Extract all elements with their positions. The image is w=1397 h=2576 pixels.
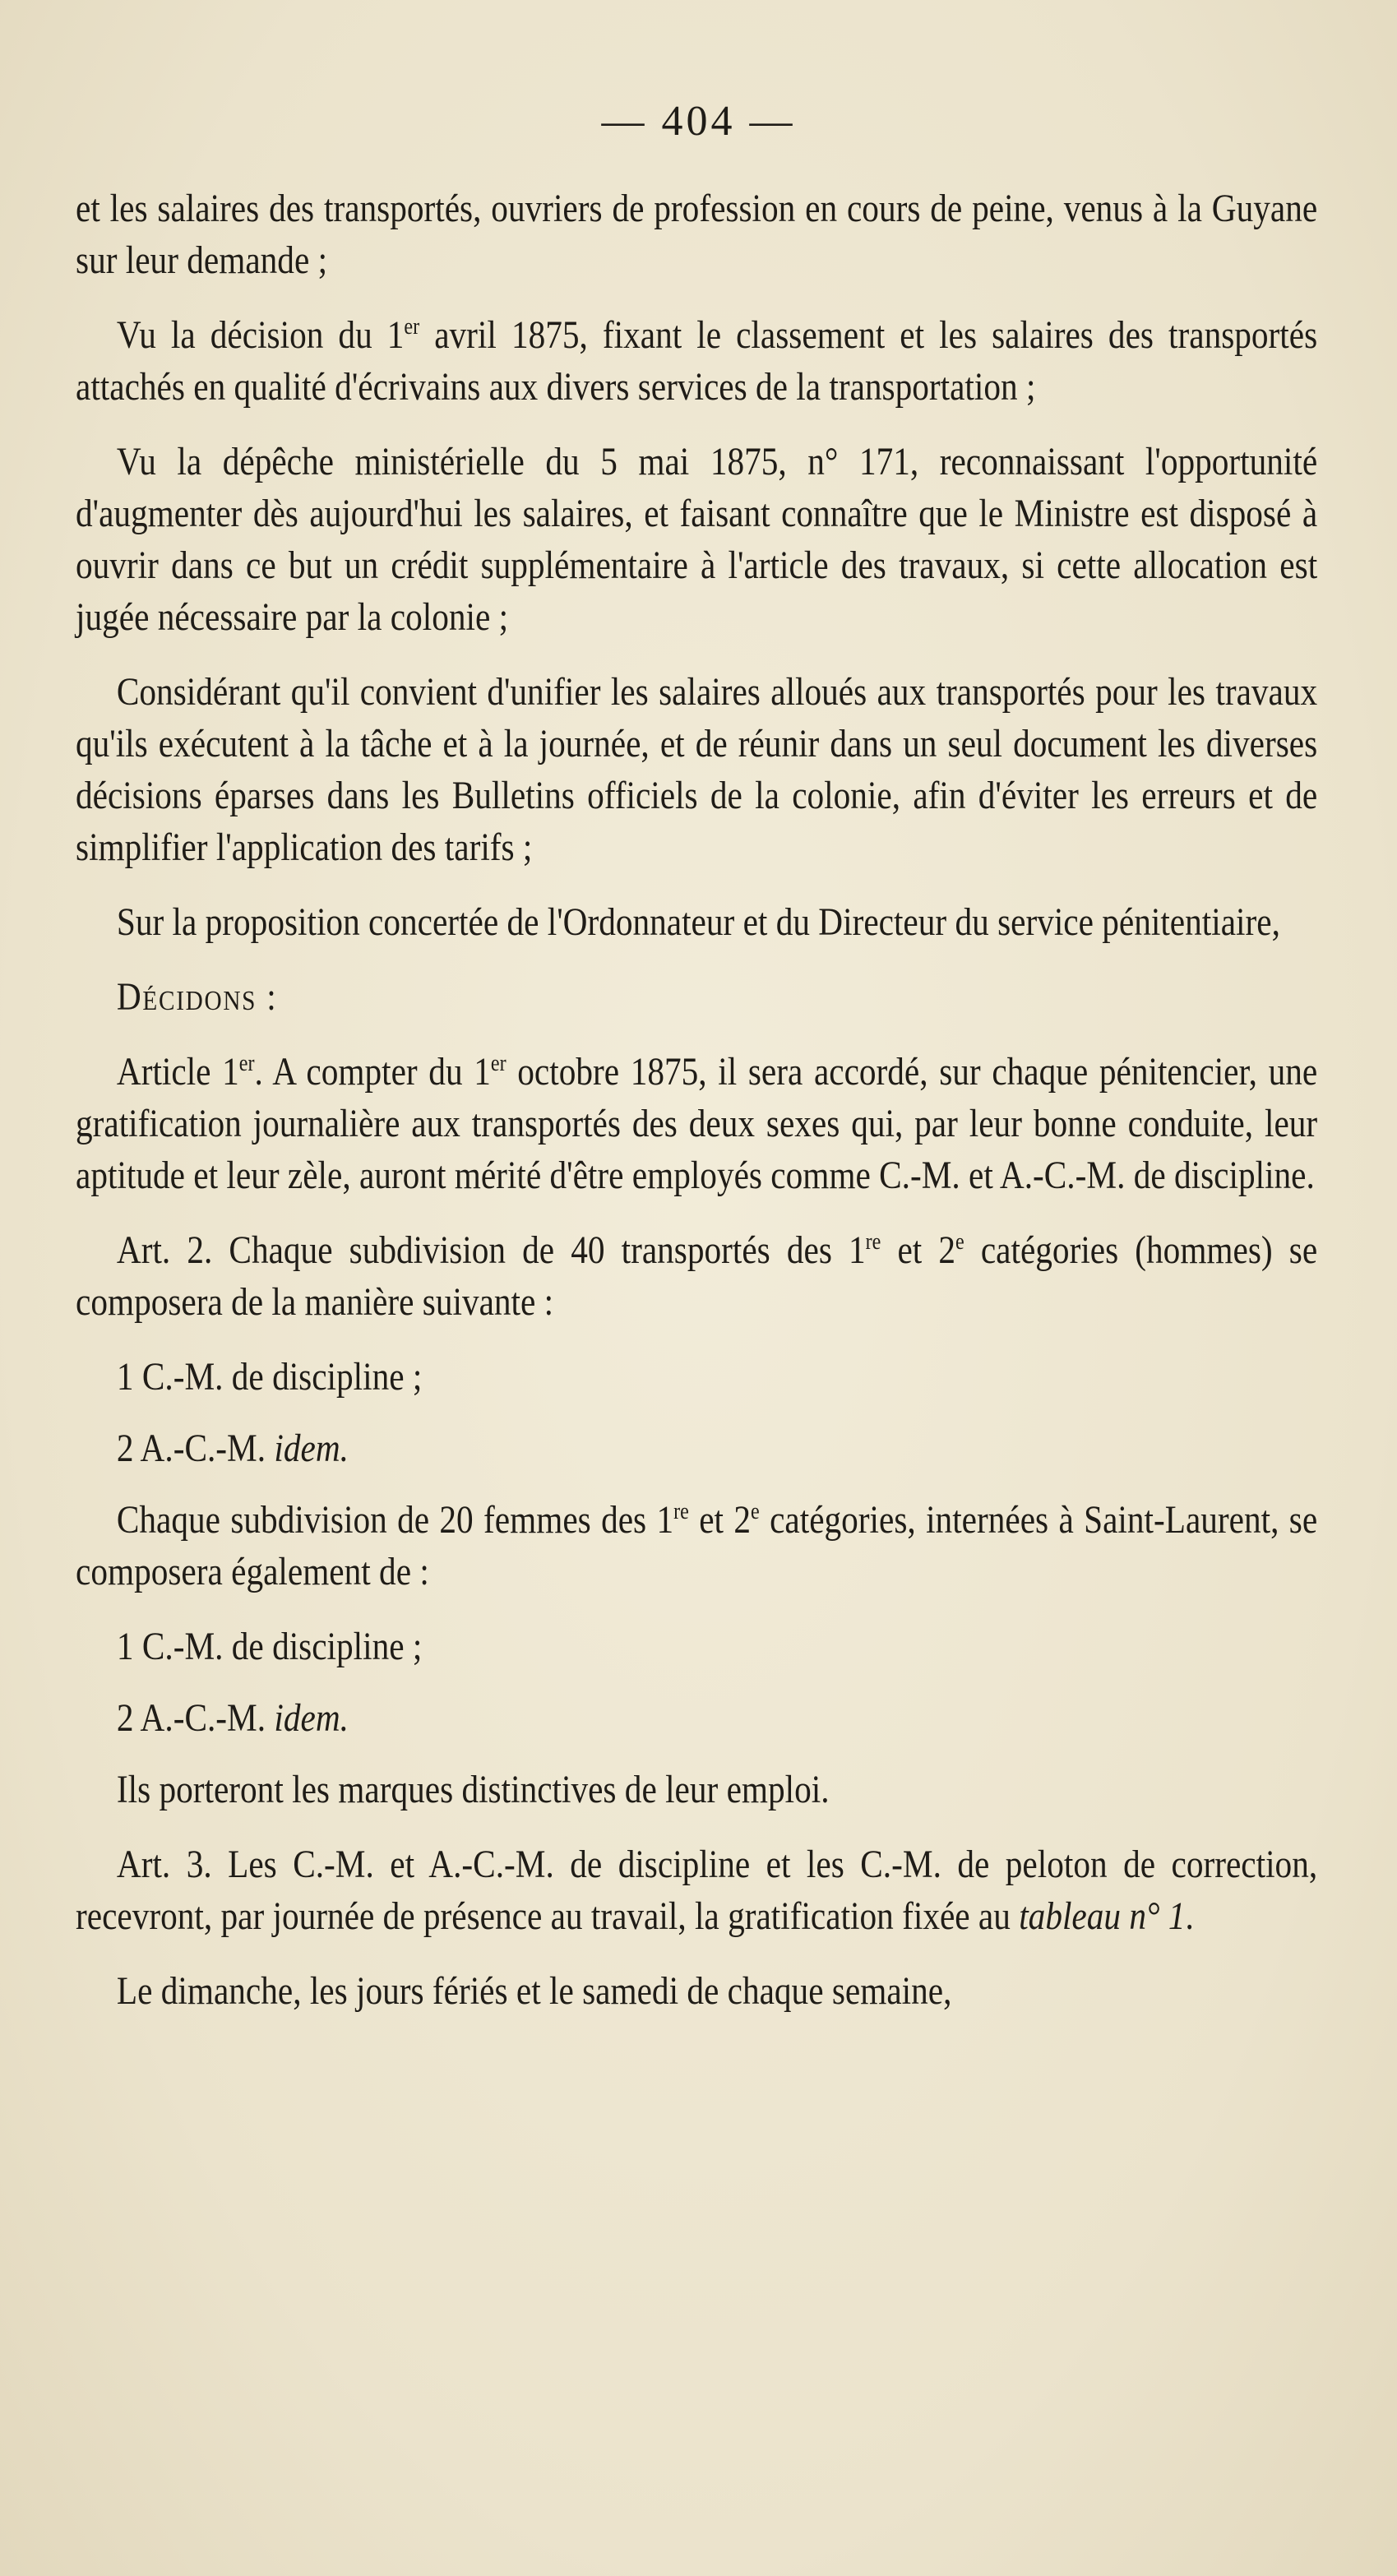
text-span: et 2	[688, 1498, 752, 1542]
italic-text: tableau n° 1	[1019, 1894, 1186, 1938]
list-item	[76, 1351, 1317, 1403]
superscript: e	[955, 1229, 964, 1255]
text-span: .	[1185, 1894, 1194, 1938]
paragraph-article-2	[76, 1224, 1317, 1328]
paragraph-proposal	[76, 896, 1317, 948]
paragraph-women-subdivision	[76, 1494, 1317, 1598]
text-span: et les salaires des transportés, ouvriers de profession en cours de peine, venus à la Guyane sur leur demande ;	[76, 187, 1318, 282]
paragraph-considering	[76, 666, 1317, 873]
text-span: Article 1	[116, 1050, 239, 1094]
italic-text: idem.	[274, 1696, 349, 1740]
paragraph-decidons	[76, 971, 1317, 1023]
superscript: er	[404, 314, 420, 340]
text-span: avril 1875, fixant le classement et les salaires des transportés attachés en qualité d'écrivains aux divers services de la transportation ;	[76, 313, 1318, 409]
superscript: re	[673, 1499, 689, 1524]
text-span: . A compter du 1	[254, 1050, 491, 1094]
list-item	[76, 1422, 1317, 1474]
paragraph-distinctive-marks	[76, 1764, 1317, 1815]
text-span: catégories, internées à Saint-Laurent, se composera également de :	[76, 1498, 1318, 1593]
superscript: e	[751, 1499, 760, 1524]
body-text	[76, 183, 1317, 2040]
text-span: Art. 2. Chaque subdivision de 40 transportés des 1	[116, 1228, 866, 1272]
paragraph-sunday	[76, 1965, 1317, 2017]
text-span: catégories (hommes) se composera de la manière suivante :	[76, 1228, 1318, 1324]
text-span: 1 C.-M. de discipline ;	[116, 1355, 423, 1399]
text-span: 2 A.-C.-M.	[116, 1427, 275, 1470]
paragraph-continuation	[76, 183, 1317, 286]
text-span: Ils porteront les marques distinctives de leur emploi.	[116, 1768, 830, 1811]
text-span: octobre 1875, il sera accordé, sur chaque pénitencier, une gratification journalière aux transportés des deux sexes qui, par leur bonne conduite, leur aptitude et leur zèle, auront mérité d'être employés comme C.-M. et A.-C.-M. de discipline.	[76, 1050, 1318, 1197]
superscript: er	[490, 1051, 507, 1076]
italic-text: idem.	[274, 1427, 349, 1470]
list-item	[76, 1692, 1317, 1744]
list-item	[76, 1621, 1317, 1672]
text-span: 2 A.-C.-M.	[116, 1696, 275, 1740]
text-span: Vu la décision du 1	[116, 313, 405, 357]
page-number: — 404 —	[601, 98, 796, 145]
text-span: 1 C.-M. de discipline ;	[116, 1625, 423, 1668]
text-span: Art. 3. Les C.-M. et A.-C.-M. de discipline et les C.-M. de peloton de correction, recevront, par journée de présence au travail, la gratification fixée au	[76, 1843, 1318, 1938]
paragraph-article-3	[76, 1838, 1317, 1942]
text-span: Vu la dépêche ministérielle du 5 mai 1875, n° 171, reconnaissant l'opportunité d'augmenter dès aujourd'hui les salaires, et faisant connaître que le Ministre est disposé à ouvrir dans ce but un crédit supplémentaire à l'article des travaux, si cette allocation est jugée nécessaire par la colonie ;	[76, 440, 1318, 639]
text-span: et 2	[881, 1228, 956, 1272]
text-span: Le dimanche, les jours fériés et le samedi de chaque semaine,	[116, 1969, 952, 2013]
text-span: Chaque subdivision de 20 femmes des 1	[116, 1498, 674, 1542]
paragraph-ministerial-dispatch	[76, 436, 1317, 643]
superscript: re	[865, 1229, 881, 1255]
paragraph-decision-reference	[76, 309, 1317, 413]
text-span: Sur la proposition concertée de l'Ordonnateur et du Directeur du service pénitentiaire,	[116, 900, 1280, 944]
superscript: er	[238, 1051, 255, 1076]
text-span: Considérant qu'il convient d'unifier les salaires alloués aux transportés pour les travaux qu'ils exécutent à la tâche et à la journée, et de réunir dans un seul document les diverses décisions éparses dans les Bulletins officiels de la colonie, afin d'éviter les erreurs et de simplifier l'application des tarifs ;	[76, 670, 1318, 869]
decidons-heading: Décidons :	[116, 975, 278, 1019]
paragraph-article-1	[76, 1046, 1317, 1201]
